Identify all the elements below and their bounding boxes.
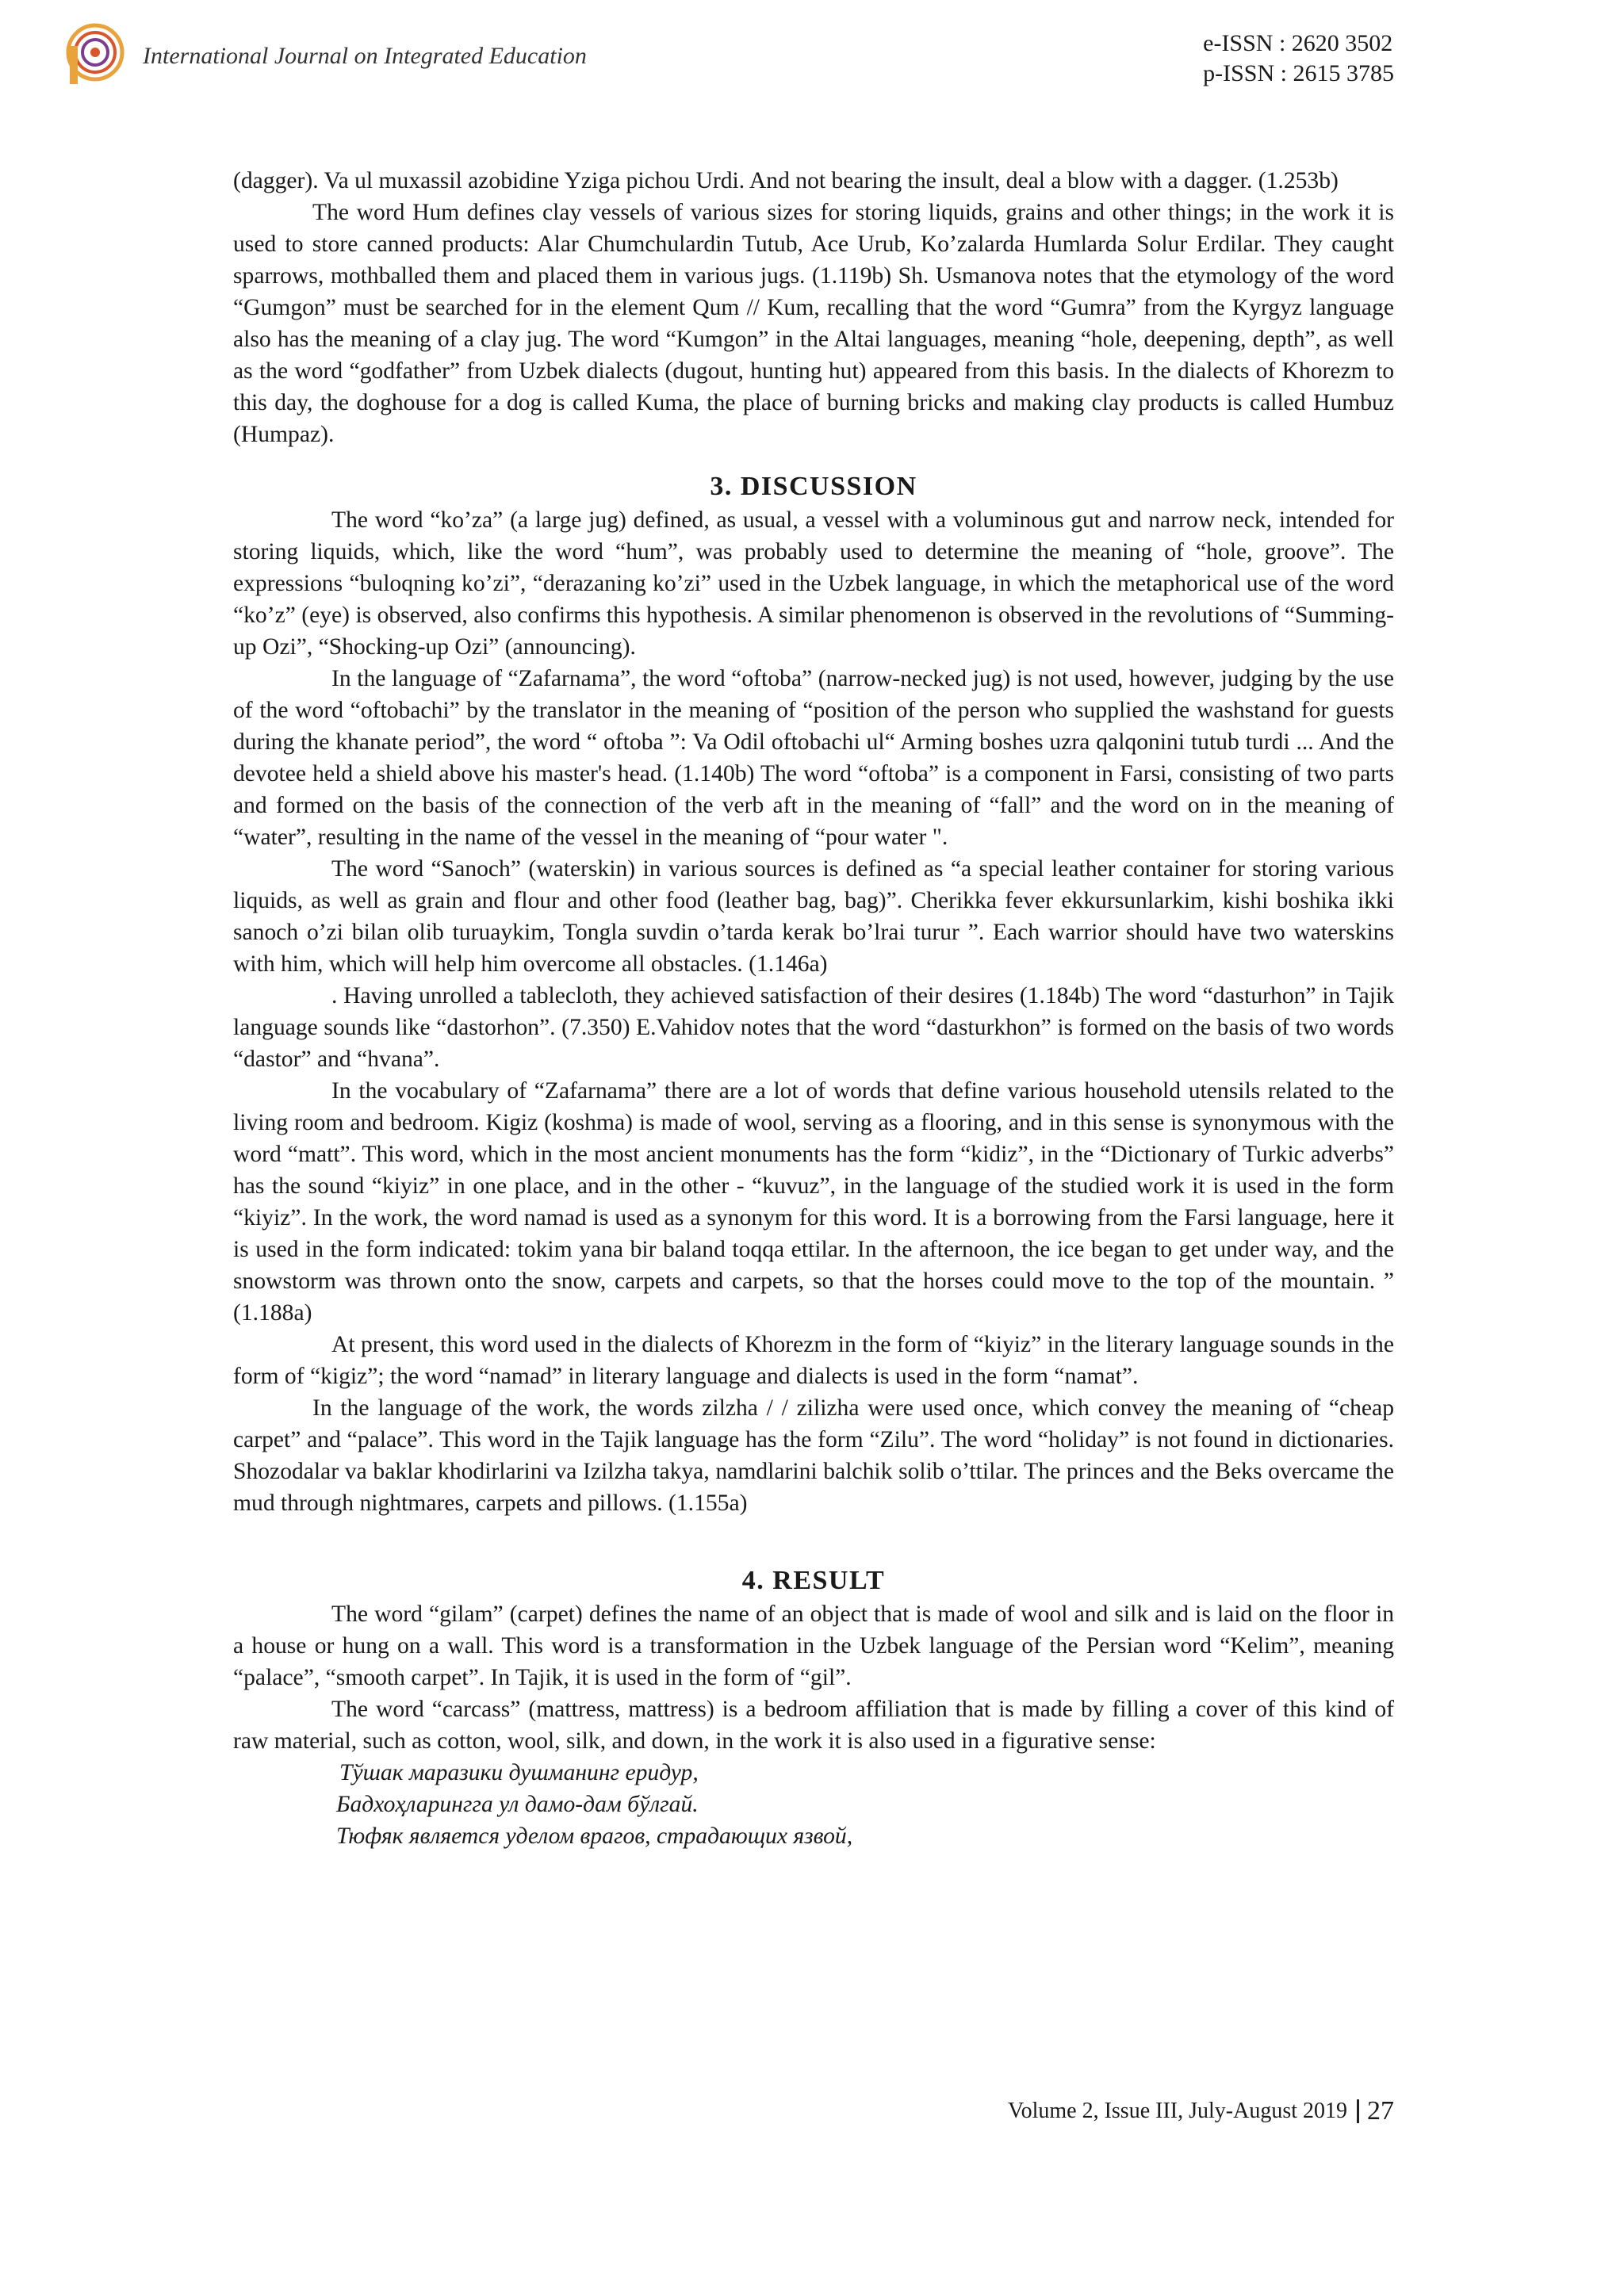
page-footer	[1008, 2096, 1394, 2126]
section-heading-discussion: 3. DISCUSSION	[710, 472, 917, 501]
journal-title: International Journal on Integrated Education	[143, 43, 587, 69]
paragraph: The word Hum defines clay vessels of various sizes for storing liquids, grains and other things; in the work it is used to store canned products: Alar Chumchulardin Tutub, Ace Urub, Ko’zalarda Humlarda Solur Erdilar. They caught sparrows, mothballed them and placed them in various jugs. (1.119b) Sh. Usmanova notes that the etymology of the word “Gumgon” must be searched for in the element Qum // Kum, recalling that the word “Gumra” from the Kyrgyz language also has the meaning of a clay jug. The word “Kumgon” in the Altai languages, meaning “hole, deepening, depth”, as well as the word “godfather” from Uzbek dialects (dugout, hunting hut) appeared from this basis. In the dialects of Khorezm to this day, the doghouse for a dog is called Kuma, the place of burning bricks and making clay products is called Humbuz (Humpaz).	[233, 200, 1394, 447]
footer-divider	[1357, 2099, 1359, 2123]
page-number: 27	[1367, 2096, 1394, 2126]
issn-block	[1203, 29, 1394, 89]
section-spacer	[233, 1519, 1394, 1563]
section-heading-result: 4. RESULT	[741, 1566, 886, 1595]
paragraph: . Having unrolled a tablecloth, they achieved satisfaction of their desires (1.184b) The word “dasturhon” in Tajik language sounds like “dastorhon”. (7.350) E.Vahidov notes that the word “dasturkhon” is formed on the basis of two words “dastor” and “hvana”.	[233, 983, 1394, 1072]
paragraph: The word “carcass” (mattress, mattress) is a bedroom affiliation that is made by filling a cover of this kind of raw material, such as cotton, wool, silk, and down, in the work it is also used in a figurative sense:	[233, 1697, 1394, 1754]
paragraph: In the language of the work, the words zilzha / / zilizha were used once, which convey the meaning of “cheap carpet” and “palace”. This word in the Tajik language has the form “Zilu”. The word “holiday” is not found in dictionaries. Shozodalar va baklar khodirlarini va Izilzha takya, namdlarini balchik solib o’ttilar. The princes and the Beks overcame the mud through nightmares, carpets and pillows. (1.155a)	[233, 1395, 1394, 1516]
verse-line: Бадхоҳларингга ул дамо-дам бўлгай.	[336, 1792, 699, 1817]
verse-line: Тюфяк является уделом врагов, страдающих язвой,	[336, 1823, 853, 1849]
paragraph: In the vocabulary of “Zafarnama” there are a lot of words that define various household utensils related to the living room and bedroom. Kigiz (koshma) is made of wool, serving as a flooring, and in this sense is synonymous with the word “matt”. This word, which in the most ancient monuments has the form “kidiz”, in the “Dictionary of Turkic adverbs” has the sound “kiyiz” in one place, and in the other - “kuvuz”, in the language of the studied work it is used in the form “kiyiz”. In the work, the word namad is used as a synonym for this word. It is a borrowing from the Farsi language, here it is used in the form indicated: tokim yana bir baland toqqa ettilar. In the afternoon, the ice began to get under way, and the snowstorm was thrown onto the snow, carpets and carpets, so that the horses could move to the top of the mountain. ” (1.188a)	[233, 1078, 1394, 1326]
verse-line: Тўшак маразики душманинг еридур,	[339, 1760, 699, 1785]
p-issn: p-ISSN : 2615 3785	[1203, 60, 1394, 86]
paragraph: The word “ko’za” (a large jug) defined, as usual, a vessel with a voluminous gut and narrow neck, intended for storing liquids, which, like the word “hum”, was probably used to determine the meaning of “hole, groove”. The expressions “buloqning ko’zi”, “derazaning ko’zi” used in the Uzbek language, in which the metaphorical use of the word “ko’z” (eye) is observed, also confirms this hypothesis. A similar phenomenon is observed in the revolutions of “Summing-up Ozi”, “Shocking-up Ozi” (announcing).	[233, 507, 1394, 660]
e-issn: e-ISSN : 2620 3502	[1203, 30, 1393, 56]
paragraph: (dagger). Va ul muxassil azobidine Yziga pichou Urdi. And not bearing the insult, deal a blow with a dagger. (1.253b)	[233, 168, 1339, 193]
volume-info: Volume 2, Issue III, July-August 2019	[1007, 2099, 1347, 2123]
paragraph: The word “gilam” (carpet) defines the name of an object that is made of wool and silk and is laid on the floor in a house or hung on a wall. This word is a transformation in the Uzbek language of the Persian word “Kelim”, meaning “palace”, “smooth carpet”. In Tajik, it is used in the form of “gil”.	[233, 1601, 1394, 1690]
paragraph: The word “Sanoch” (waterskin) in various sources is defined as “a special leather container for storing various liquids, as well as grain and flour and other food (leather bag, bag)”. Cherikka fever ekkursunlarkim, kishi boshika ikki sanoch o’zi bilan olib turuaykim, Tongla suvdin o’tarda kerak bo’lrai turur ”. Each warrior should have two waterskins with him, which will help him overcome all obstacles. (1.146a)	[233, 856, 1394, 977]
journal-logo-icon	[65, 22, 127, 87]
paragraph: In the language of “Zafarnama”, the word “oftoba” (narrow-necked jug) is not used, however, judging by the use of the word “oftobachi” by the translator in the meaning of “position of the person who supplied the washstand for guests during the khanate period”, the word “ oftoba ”: Va Odil oftobachi ul“ Arming boshes uzra qalqonini tutub turdi ... And the devotee held a shield above his master's head. (1.140b) The word “oftoba” is a component in Farsi, consisting of two parts and formed on the basis of the connection of the verb aft in the meaning of “fall” and the word on in the meaning of “water”, resulting in the name of the vessel in the meaning of “pour water ".	[233, 666, 1394, 850]
paragraph: At present, this word used in the dialects of Khorezm in the form of “kiyiz” in the literary language sounds in the form of “kigiz”; the word “namad” in literary language and dialects is used in the form “namat”.	[233, 1332, 1394, 1389]
page-header	[0, 0, 1624, 127]
article-body	[233, 165, 1394, 1852]
